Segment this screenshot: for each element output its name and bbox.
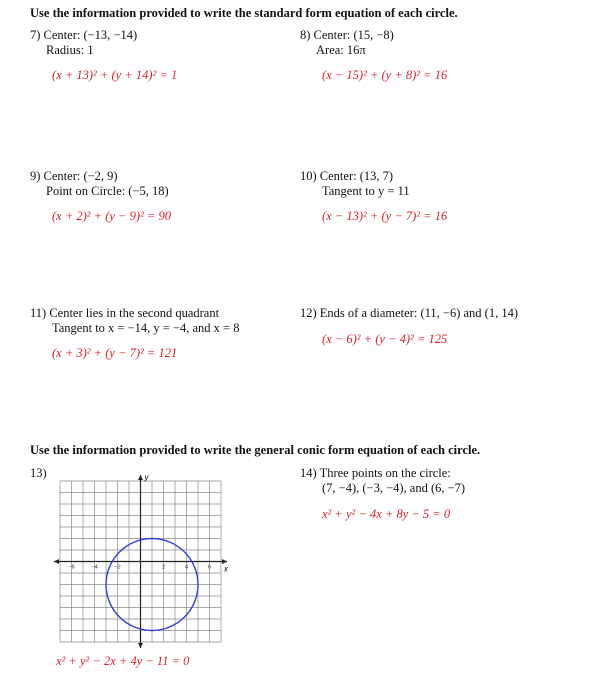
problem-number: 12): [300, 306, 317, 320]
tick-label: −2: [114, 564, 121, 571]
answer-7: (x + 13)² + (y + 14)² = 1: [52, 68, 178, 82]
section1-heading: Use the information provided to write the standard form equation of each circle.: [30, 6, 458, 20]
tick-label: 2: [161, 564, 166, 571]
problem-number: 10): [300, 169, 317, 183]
problem-line2: Point on Circle: (−5, 18): [46, 184, 169, 198]
problem-line1: Center lies in the second quadrant: [49, 306, 220, 320]
problem-10: [300, 169, 410, 199]
problem-number: 11): [30, 306, 47, 320]
problem-number: 9): [30, 169, 41, 183]
tick-label: 6: [207, 564, 212, 571]
problem-line1: Center: (−13, −14): [43, 28, 138, 42]
x-axis-arrow-left: [54, 559, 59, 564]
answer-14: x² + y² − 4x + 8y − 5 = 0: [322, 507, 451, 521]
problem-8: [300, 28, 394, 58]
problem-number: 7): [30, 28, 41, 42]
y-axis-arrow-down: [138, 643, 143, 648]
answer-8: (x − 15)² + (y + 8)² = 16: [322, 68, 448, 82]
problem-14: [300, 466, 465, 496]
answer-9: (x + 2)² + (y − 9)² = 90: [52, 209, 171, 223]
answer-11: (x + 3)² + (y − 7)² = 121: [52, 346, 178, 360]
problem-line1: Three points on the circle:: [319, 466, 451, 480]
problem-line1: Center: (−2, 9): [43, 169, 118, 183]
problem-line1: Center: (15, −8): [313, 28, 394, 42]
axes: [54, 475, 227, 648]
problem-12: [300, 306, 518, 321]
tick-label: −6: [68, 564, 75, 571]
problem-11: [30, 306, 239, 336]
y-axis-arrow-up: [138, 475, 143, 480]
problem-line2: Tangent to y = 11: [322, 184, 410, 198]
problem-line1: Ends of a diameter: (11, −6) and (1, 14): [319, 306, 518, 320]
y-axis-label: y: [144, 473, 149, 482]
section2-heading: Use the information provided to write the general conic form equation of each circle.: [30, 443, 481, 457]
answer-13: x² + y² − 2x + 4y − 11 = 0: [56, 654, 190, 668]
problem-13-number: 13): [30, 466, 47, 480]
x-axis-arrow-right: [222, 559, 227, 564]
answer-12: (x − 6)² + (y − 4)² = 125: [322, 332, 448, 346]
problem-line1: Center: (13, 7): [319, 169, 394, 183]
problem-9: [30, 169, 169, 199]
problem-line2: (7, −4), (−3, −4), and (6, −7): [322, 481, 466, 495]
problem-number: 14): [300, 466, 317, 480]
problem-number: 8): [300, 28, 311, 42]
tick-labels: [68, 565, 211, 571]
problem-line2: Radius: 1: [46, 43, 94, 57]
problem-7: [30, 28, 137, 58]
tick-label: −4: [91, 564, 98, 571]
coordinate-graph: [50, 473, 228, 651]
tick-label: 4: [184, 564, 189, 571]
problem-line2: Area: 16π: [316, 43, 366, 57]
problem-line2: Tangent to x = −14, y = −4, and x = 8: [52, 321, 240, 335]
x-axis-label: x: [224, 564, 228, 574]
answer-10: (x − 13)² + (y − 7)² = 16: [322, 209, 448, 223]
